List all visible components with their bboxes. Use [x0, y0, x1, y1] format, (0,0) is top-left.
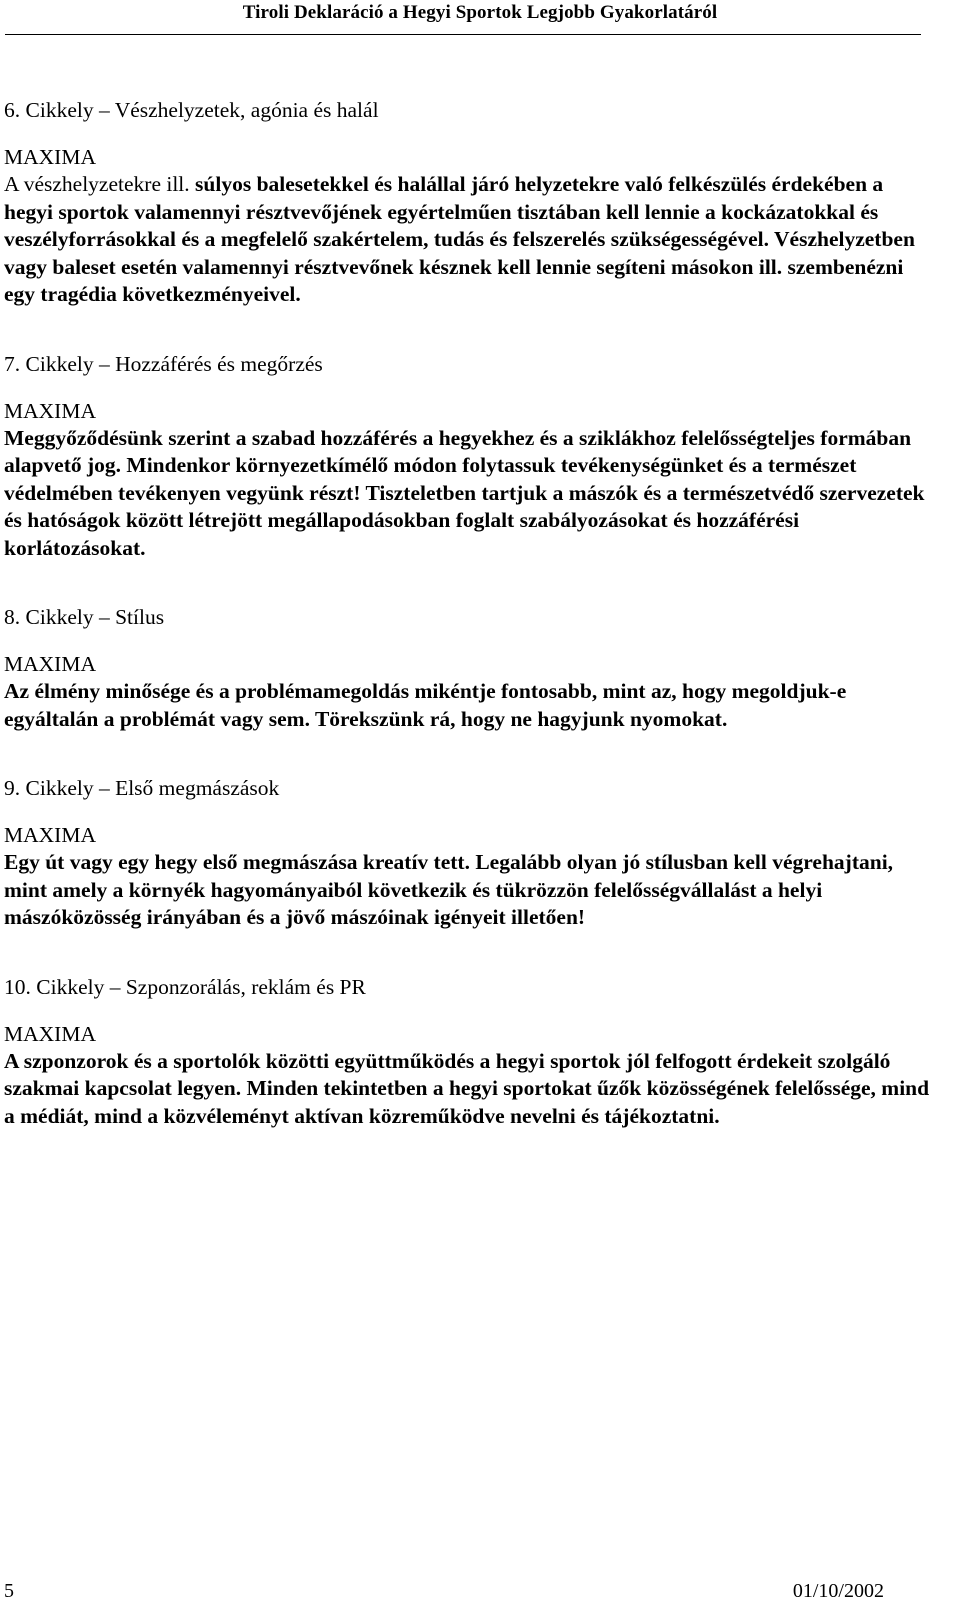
- maxim-label: MAXIMA: [4, 823, 96, 847]
- article-title: 8. Cikkely – Stílus: [4, 605, 165, 629]
- maxim-label: MAXIMA: [4, 1021, 96, 1046]
- article-9: [4, 774, 934, 932]
- document-header-title: Tiroli Deklaráció a Hegyi Sportok Legjobb Gyakorlatáról: [242, 2, 718, 23]
- article-8: [4, 603, 934, 733]
- article-title: 7. Cikkely – Hozzáférés és megőrzés: [4, 351, 323, 376]
- maxim-label: MAXIMA: [4, 145, 96, 169]
- article-text: A szponzorok és a sportolók közötti együttműködés a hegyi sportok jól felfogott érdekeit szolgáló szakmai kapcsolat legyen. Minden tekintetben a hegyi sportokat űzők közösségének felelőssége, mind a médiát, mind a közvéleményt aktívan közreműködve nevelni és tájékoztatni.: [4, 1048, 930, 1128]
- article-7: [4, 350, 934, 563]
- article-title: 10. Cikkely – Szponzorálás, reklám és PR: [4, 974, 366, 999]
- article-6: [4, 96, 934, 309]
- document-body: [4, 96, 934, 1171]
- article-title: 6. Cikkely – Vészhelyzetek, agónia és halál: [4, 98, 379, 122]
- maxim-label: MAXIMA: [4, 398, 96, 423]
- page-number: 5: [4, 1580, 14, 1602]
- article-text: [4, 171, 934, 309]
- article-text: Meggyőződésünk szerint a szabad hozzáférés a hegyekhez és a sziklákhoz felelősségteljes formában alapvető jog. Mindenkor környezetkímélő módon folytassuk tevékenységünket és a természet védelmében tevékenyen vegyünk részt! Tiszteletben tartjuk a mászók és a természetvédő szervezetek és hatóságok között létrejött megállapodásokban foglalt szabályozásokat és hozzáférési korlátozásokat.: [4, 425, 925, 560]
- footer-date: 01/10/2002: [792, 1580, 884, 1602]
- header-divider: [5, 34, 921, 35]
- article-text-lead: A vészhelyzetekre ill.: [4, 172, 196, 196]
- article-text: Az élmény minősége és a problémamegoldás mikéntje fontosabb, mint az, hogy megoldjuk-e egyáltalán a problémát vagy sem. Törekszünk rá, hogy ne hagyjunk nyomokat.: [4, 679, 847, 731]
- article-title: 9. Cikkely – Első megmászások: [4, 776, 280, 800]
- maxim-label: MAXIMA: [4, 652, 96, 676]
- article-text: Egy út vagy egy hegy első megmászása kreatív tett. Legalább olyan jó stílusban kell végrehajtani, mint amely a környék hagyományaiból következik és tükrözzön felelősségvállalást a helyi mászóközösség irányában és a jövő mászóinak igényeit illetően!: [4, 850, 894, 929]
- article-text-body: súlyos balesetekkel és halállal járó helyzetekre való felkészülés érdekében a hegyi sportok valamennyi résztvevőjének egyértelműen tisztában kell lennie a kockázatokkal és veszélyforrásokkal és a megfelelő szakértelem, tudás és felszerelés szükségességével. Vészhelyzetben vagy baleset esetén valamennyi résztvevőnek késznek kell lennie segíteni másokon ill. szembenézni egy tragédia következményeivel.: [4, 172, 915, 306]
- article-10: [4, 973, 934, 1131]
